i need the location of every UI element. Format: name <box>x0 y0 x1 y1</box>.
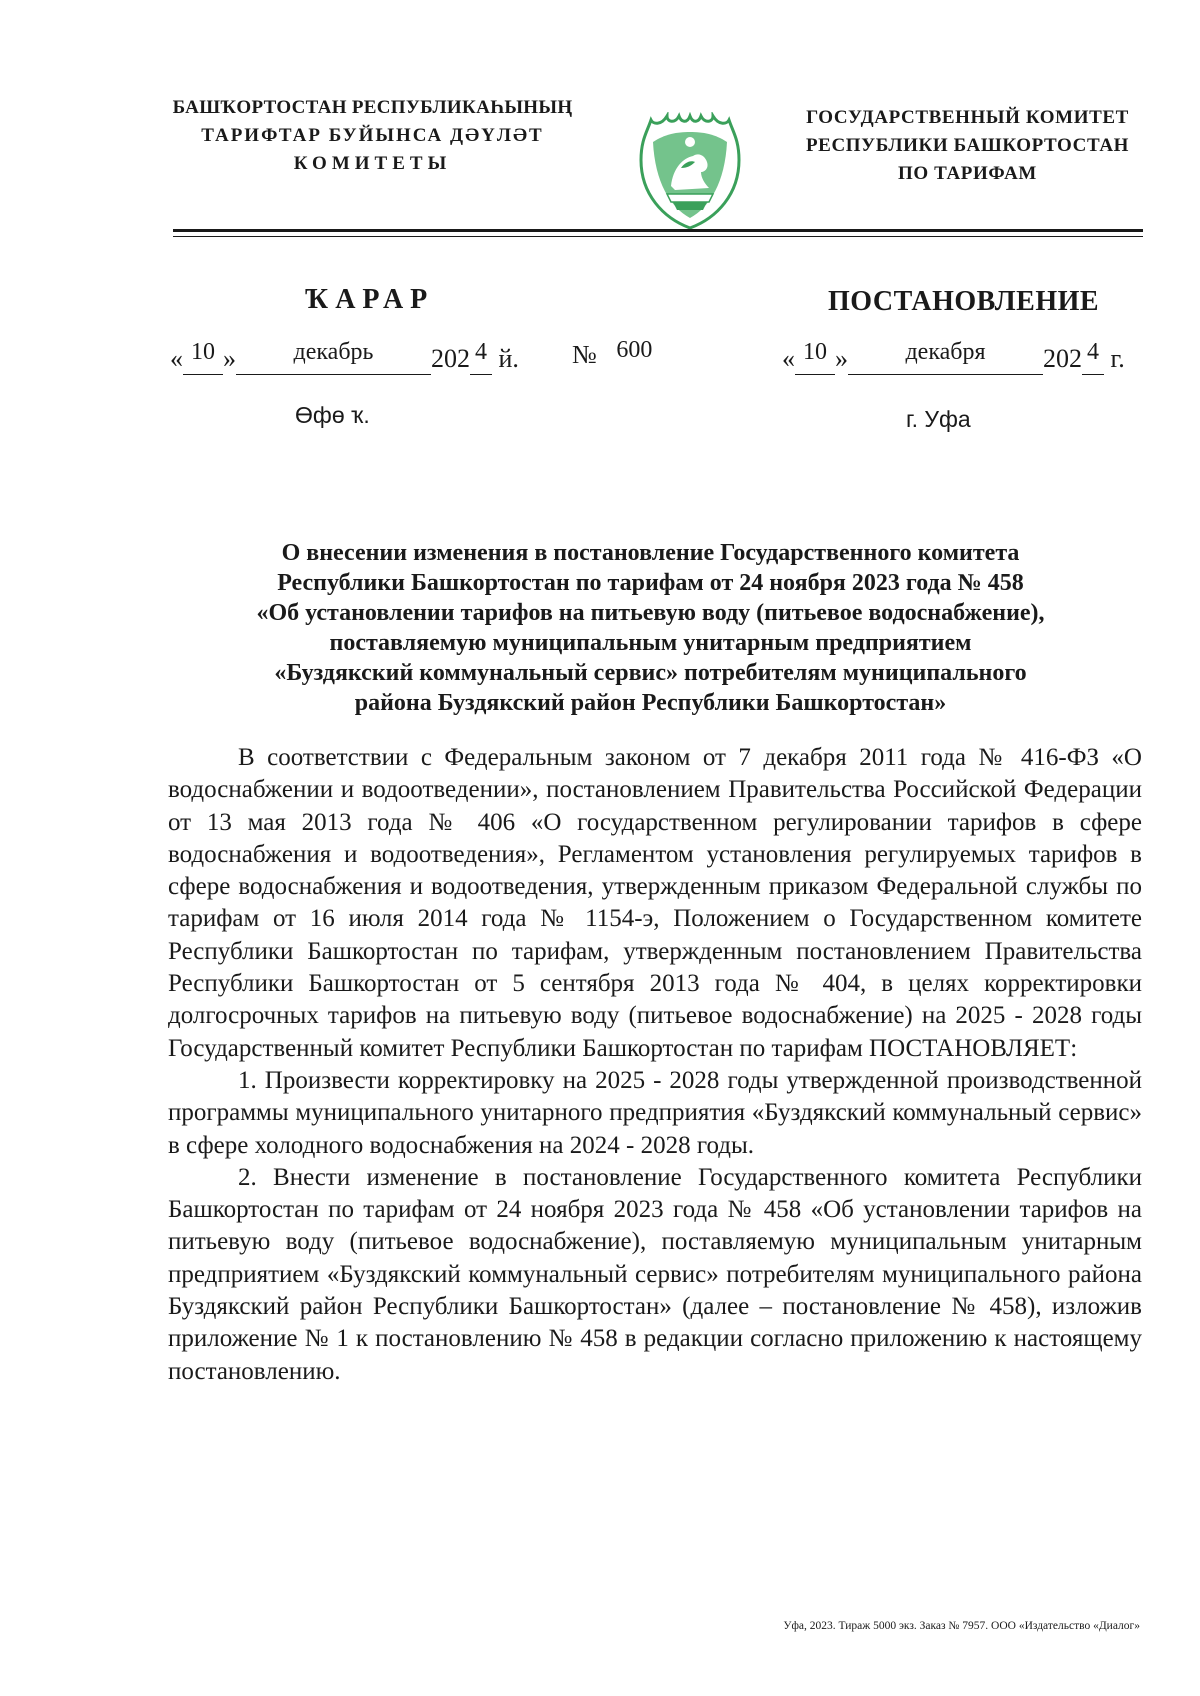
date-day-field <box>795 339 835 375</box>
title-line: «Буздякский коммунальный сервис» потребителям муниципального <box>274 660 1027 686</box>
printer-imprint: Уфа, 2023. Тираж 5000 экз. Заказ № 7957. ООО «Издательство «Диалог» <box>783 1620 1140 1632</box>
date-month: декабря <box>905 339 986 365</box>
city-bashkir: Өфө ҡ. <box>295 402 370 428</box>
body-paragraph-preamble: В соответствии с Федеральным законом от 7 декабря 2011 года № 416-ФЗ «О водоснабжении и водоотведении», постановлением Правительства Российской Федерации от 13 мая 2013 года № 406 «О государственном регулировании тарифов в сфере водоснабжения и водоотведения», Регламентом установления регулируемых тарифов в сфере водоснабжения и водоотведения, утвержденным приказом Федеральной службы по тарифам от 16 июля 2014 года № 1154-э, Положением о Государственном комитете Республики Башкортостан по тарифам, утвержденным постановлением Правительства Республики Башкортостан от 5 сентября 2013 года № 404, в целях корректировки долгосрочных тарифов на питьевую воду (питьевое водоснабжение) на 2025 - 2028 годы Государственный комитет Республики Башкортостан по тарифам ПОСТАНОВЛЯЕТ: <box>168 744 1142 1062</box>
document-title <box>168 538 1133 718</box>
number-value: 600 <box>616 337 653 363</box>
date-year-prefix: 202 <box>431 344 470 373</box>
doc-type-russian: ПОСТАНОВЛЕНИЕ <box>828 286 1100 317</box>
date-day: 10 <box>803 339 827 365</box>
number-sign: № <box>572 340 597 369</box>
date-year-digit: 4 <box>1087 339 1099 365</box>
bashkortostan-coat-of-arms-icon <box>635 112 745 232</box>
date-year-field <box>1082 339 1104 375</box>
body-paragraph-item-1: 1. Произвести корректировку на 2025 - 2028 годы утвержденной производственной программы муниципального унитарного предприятия «Буздякский коммунальный сервис» в сфере холодного водоснабжения на 2024 - 2028 годы. <box>168 1066 1142 1159</box>
header-right-line: ПО ТАРИФАМ <box>898 163 1037 184</box>
header-left-line: БАШҠОРТОСТАН РЕСПУБЛИКАҺЫНЫҢ <box>172 97 573 118</box>
date-year-prefix: 202 <box>1043 344 1082 373</box>
header-left-line: ТАРИФТАР БУЙЫНСА ДӘҮЛӘТ <box>201 125 544 146</box>
date-month-field <box>848 339 1043 375</box>
date-right <box>782 339 1125 375</box>
title-line: района Буздякский район Республики Башкортостан» <box>354 690 947 716</box>
date-year-digit: 4 <box>475 339 487 365</box>
title-line: О внесении изменения в постановление Государственного комитета <box>281 540 1020 566</box>
date-year-field <box>470 339 492 375</box>
title-line: Республики Башкортостан по тарифам от 24 ноября 2023 года № 458 <box>277 570 1024 596</box>
date-suffix: г. <box>1110 344 1125 373</box>
date-quote-open: « <box>782 344 795 373</box>
date-quote-close: » <box>835 344 848 373</box>
body-paragraph-item-2: 2. Внести изменение в постановление Государственного комитета Республики Башкортостан по тарифам от 24 ноября 2023 года № 458 «Об установлении тарифов на питьевую воду (питьевое водоснабжение), поставляемую муниципальным унитарным предприятием «Буздякский коммунальный сервис» потребителям муниципального района Буздякский район Республики Башкортостан» (далее – постановление № 458), изложив приложение № 1 к постановлению № 458 в редакции согласно приложению к настоящему постановлению. <box>168 1163 1142 1385</box>
date-month-field <box>236 339 431 375</box>
document-number <box>572 337 653 370</box>
date-suffix: й. <box>498 344 519 373</box>
date-day: 10 <box>191 339 215 365</box>
date-month: декабрь <box>293 339 374 365</box>
date-left <box>170 339 519 375</box>
doc-type-bashkir: ҠАРАР <box>305 284 435 315</box>
title-line: «Об установлении тарифов на питьевую воду (питьевое водоснабжение), <box>256 600 1045 626</box>
date-quote-open: « <box>170 344 183 373</box>
header-divider-thin <box>173 236 1143 237</box>
header-left-line: КОМИТЕТЫ <box>293 153 452 174</box>
header-right-line: РЕСПУБЛИКИ БАШКОРТОСТАН <box>805 135 1130 156</box>
header-right-line: ГОСУДАРСТВЕННЫЙ КОМИТЕТ <box>806 107 1129 128</box>
title-line: поставляемую муниципальным унитарным предприятием <box>329 630 972 656</box>
city-russian: г. Уфа <box>906 406 971 432</box>
header-divider-thick <box>173 229 1143 232</box>
date-quote-close: » <box>223 344 236 373</box>
date-day-field <box>183 339 223 375</box>
document-body <box>168 742 1142 1388</box>
header-right-russian <box>780 104 1155 188</box>
header-left-bashkir <box>165 94 580 178</box>
